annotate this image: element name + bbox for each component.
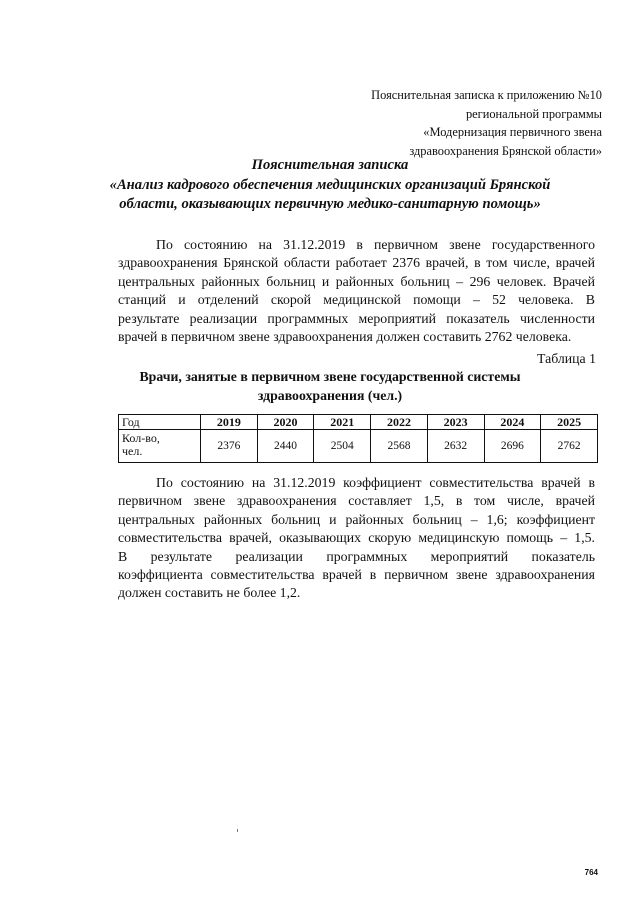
header-cell: 2025	[541, 415, 598, 430]
header-note-line: «Модернизация первичного звена	[423, 125, 602, 139]
table-cell: 2696	[484, 430, 541, 463]
table-title	[110, 368, 550, 405]
scan-speck	[237, 829, 238, 832]
paragraph-line: центральных районных больниц и районных больниц – 296 человек. Врачей	[118, 273, 595, 289]
paragraph-line: центральных районных больниц и районных больниц – 1,6; коэффициент	[118, 511, 595, 527]
paragraph-line: должен составить не более 1,2.	[118, 585, 301, 601]
table-cell: 2568	[371, 430, 428, 463]
row-label-cell	[119, 430, 201, 463]
paragraph-line: коэффициента совместительства врачей в первичном звене здравоохранения	[118, 566, 595, 582]
paragraph-line: По состоянию на 31.12.2019 коэффициент совместительства врачей в	[156, 475, 595, 490]
paragraph-line: совместительства врачей, оказывающих скорую медицинскую помощь – 1,5.	[118, 530, 595, 546]
title-line: области, оказывающих первичную медико-санитарную помощь»	[119, 196, 541, 212]
table-title-line: здравоохранения (чел.)	[257, 387, 403, 403]
header-note	[302, 86, 602, 160]
paragraph-line: врачей в первичном звене здравоохранения должен составить 2762 человека.	[118, 328, 572, 344]
paragraph-line: По состоянию на 31.12.2019 в первичном звене государственного	[156, 237, 595, 252]
document-title	[100, 156, 560, 215]
header-note-line: Пояснительная записка к приложению №10	[371, 88, 602, 102]
header-note-line: региональной программы	[465, 106, 602, 121]
row-label-line: чел.	[122, 444, 143, 458]
paragraph-line: первичном звене здравоохранения составляет 1,5, в том числе, врачей	[118, 493, 595, 509]
header-cell: 2023	[427, 415, 484, 430]
paragraph-line: В результате реализации программных мероприятий показатель	[118, 548, 595, 564]
table-cell: 2440	[257, 430, 314, 463]
header-cell: 2022	[371, 415, 428, 430]
title-line: «Анализ кадрового обеспечения медицинских организаций Брянской	[109, 176, 551, 193]
paragraph-line: результате реализации программных мероприятий показатель численности	[118, 310, 595, 326]
paragraph-1	[118, 236, 595, 346]
paragraph-2	[118, 474, 595, 603]
row-label-line: Кол-во,	[122, 431, 160, 445]
doctors-table	[118, 414, 598, 463]
table-header-row	[119, 415, 598, 430]
table-cell: 2762	[541, 430, 598, 463]
page-number: 764	[584, 868, 598, 877]
header-cell: 2024	[484, 415, 541, 430]
header-note-line: здравоохранения Брянской области»	[409, 143, 602, 158]
paragraph-line: станций и отделений скорой медицинской помощи – 52 человека. В	[118, 292, 595, 308]
table-row	[119, 430, 598, 463]
table-label: Таблица 1	[536, 351, 596, 366]
header-cell: 2020	[257, 415, 314, 430]
title-line: Пояснительная записка	[251, 157, 409, 173]
header-cell-year: Год	[119, 415, 201, 430]
header-cell: 2021	[314, 415, 371, 430]
table-title-line: Врачи, занятые в первичном звене государственной системы	[139, 369, 521, 384]
paragraph-line: здравоохранения Брянской области работает 2376 врачей, в том числе, врачей	[118, 255, 595, 271]
table-cell: 2376	[201, 430, 258, 463]
table-cell: 2504	[314, 430, 371, 463]
header-cell: 2019	[201, 415, 258, 430]
table-cell: 2632	[427, 430, 484, 463]
